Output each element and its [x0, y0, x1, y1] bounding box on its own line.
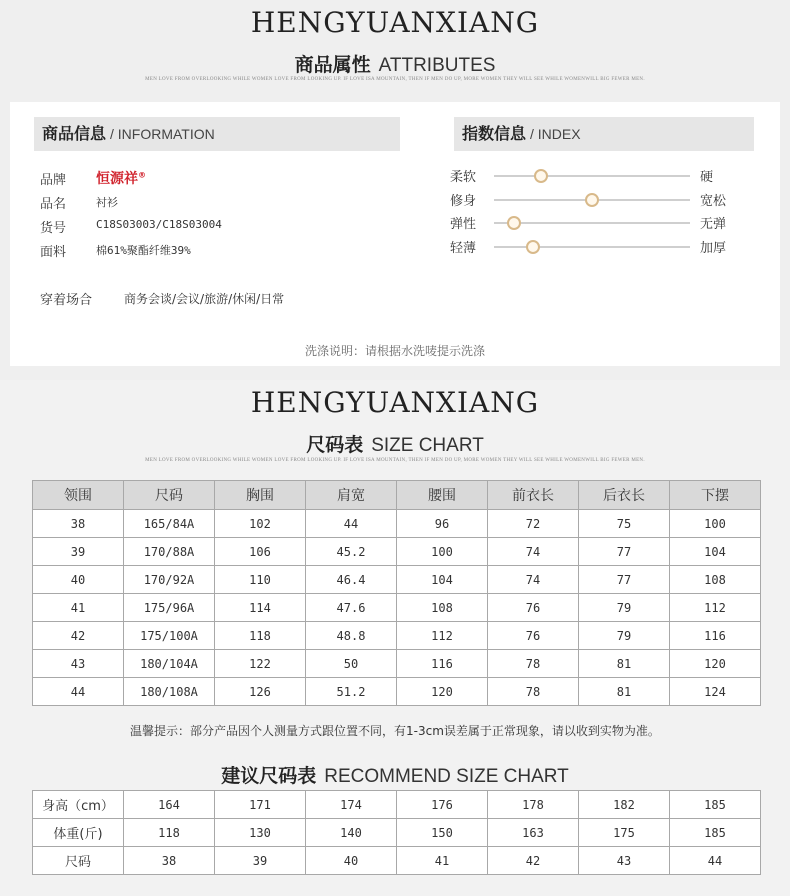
table-cell: 106: [215, 538, 306, 566]
row-header: 身高（cm）: [33, 791, 124, 819]
table-cell: 44: [33, 678, 124, 706]
table-cell: 185: [670, 819, 761, 847]
table-cell: 100: [670, 510, 761, 538]
table-cell: 40: [306, 847, 397, 875]
index-knob: [534, 169, 548, 183]
table-cell: 176: [397, 791, 488, 819]
table-cell: 175: [579, 819, 670, 847]
attributes-tagline: MEN LOVE FROM OVERLOOKING WHILE WOMEN LOVE FROM LOOKING UP. IF LOVE ISA MOUNTAIN, THEN IF MEN DO UP, MORE WOMEN THEY WILL SEE WHILE WOMENWILL BIG FEWER MEN.: [145, 77, 645, 82]
table-cell: 78: [488, 678, 579, 706]
attributes-title-cn: 商品属性: [294, 54, 371, 76]
table-cell: 120: [397, 678, 488, 706]
table-cell: 77: [579, 566, 670, 594]
index-track: [494, 175, 690, 177]
table-cell: 170/92A: [124, 566, 215, 594]
attributes-title: [0, 50, 790, 77]
wear-label: 穿着场合: [40, 293, 93, 308]
table-cell: 175/96A: [124, 594, 215, 622]
attributes-title-en: ATTRIBUTES: [378, 55, 496, 76]
column-header: 后衣长: [579, 481, 670, 510]
table-cell: 79: [579, 594, 670, 622]
table-cell: 48.8: [306, 622, 397, 650]
table-cell: 165/84A: [124, 510, 215, 538]
table-cell: 39: [33, 538, 124, 566]
table-row: [33, 566, 761, 594]
table-cell: 180/108A: [124, 678, 215, 706]
table-row: [33, 510, 761, 538]
table-cell: 44: [670, 847, 761, 875]
table-row: [33, 594, 761, 622]
table-cell: 104: [397, 566, 488, 594]
table-cell: 43: [579, 847, 670, 875]
index-knob: [526, 240, 540, 254]
column-header: 前衣长: [488, 481, 579, 510]
table-cell: 180/104A: [124, 650, 215, 678]
table-cell: 124: [670, 678, 761, 706]
table-cell: 81: [579, 678, 670, 706]
table-cell: 140: [306, 819, 397, 847]
table-row: [33, 650, 761, 678]
table-cell: 185: [670, 791, 761, 819]
table-cell: 76: [488, 594, 579, 622]
table-cell: 41: [33, 594, 124, 622]
size-table-header: [33, 481, 761, 510]
index-row-softness: [450, 166, 750, 186]
table-cell: 77: [579, 538, 670, 566]
brand-wordmark-2: HENGYUANXIANG: [250, 386, 540, 419]
recommend-title-en: RECOMMEND SIZE CHART: [324, 766, 569, 787]
attributes-panel: [10, 102, 780, 366]
table-cell: 76: [488, 622, 579, 650]
table-cell: 175/100A: [124, 622, 215, 650]
table-cell: 40: [33, 566, 124, 594]
column-header: 腰围: [397, 481, 488, 510]
table-cell: 116: [670, 622, 761, 650]
index-header-cn: 指数信息: [462, 124, 527, 143]
info-label: 品名: [40, 197, 67, 212]
table-cell: 182: [579, 791, 670, 819]
size-chart-title-en: SIZE CHART: [371, 435, 484, 456]
measurement-note: 温馨提示：部分产品因个人测量方式跟位置不同，有1-3cm误差属于正常现象，请以收到实物为准。: [130, 724, 660, 738]
index-track: [494, 246, 690, 248]
column-header: 领围: [33, 481, 124, 510]
index-knob: [507, 216, 521, 230]
column-header: 肩宽: [306, 481, 397, 510]
table-cell: 108: [397, 594, 488, 622]
table-cell: 46.4: [306, 566, 397, 594]
index-row-fit: [450, 190, 750, 210]
table-cell: 74: [488, 566, 579, 594]
table-cell: 110: [215, 566, 306, 594]
table-cell: 41: [397, 847, 488, 875]
table-cell: 112: [397, 622, 488, 650]
table-row: [33, 538, 761, 566]
information-header-en: / INFORMATION: [110, 126, 215, 142]
index-knob: [585, 193, 599, 207]
info-label: 面料: [40, 245, 67, 260]
table-cell: 170/88A: [124, 538, 215, 566]
table-cell: 104: [670, 538, 761, 566]
info-label: 货号: [40, 221, 67, 236]
info-value: C18S03003/C18S03004: [96, 218, 222, 231]
table-cell: 39: [215, 847, 306, 875]
index-right-label: 硬: [700, 170, 714, 185]
index-left-label: 修身: [450, 194, 477, 209]
recommend-title: [0, 761, 790, 788]
table-cell: 112: [670, 594, 761, 622]
table-cell: 79: [579, 622, 670, 650]
table-cell: 118: [124, 819, 215, 847]
index-row-elasticity: [450, 213, 750, 233]
table-cell: 120: [670, 650, 761, 678]
index-left-label: 轻薄: [450, 241, 477, 256]
table-cell: 150: [397, 819, 488, 847]
size-chart-tagline: MEN LOVE FROM OVERLOOKING WHILE WOMEN LOVE FROM LOOKING UP. IF LOVE ISA MOUNTAIN, THEN IF MEN DO UP, MORE WOMEN THEY WILL SEE WHILE WOMENWILL BIG FEWER MEN.: [145, 458, 645, 463]
brand-wordmark: HENGYUANXIANG: [250, 6, 540, 39]
table-cell: 108: [670, 566, 761, 594]
table-row: [33, 847, 761, 875]
wash-instructions: 洗涤说明：请根据水洗唛提示洗涤: [304, 344, 485, 358]
info-label: 品牌: [40, 173, 67, 188]
table-cell: 50: [306, 650, 397, 678]
size-chart-title-cn: 尺码表: [306, 434, 364, 456]
table-cell: 118: [215, 622, 306, 650]
table-row: [33, 819, 761, 847]
table-cell: 45.2: [306, 538, 397, 566]
table-cell: 75: [579, 510, 670, 538]
index-right-label: 无弹: [700, 217, 727, 232]
index-left-label: 弹性: [450, 217, 477, 232]
table-row: [33, 791, 761, 819]
size-chart-title: [0, 430, 790, 457]
table-cell: 72: [488, 510, 579, 538]
info-value: 衬衫: [96, 196, 118, 209]
table-cell: 81: [579, 650, 670, 678]
index-header-en: / INDEX: [530, 126, 581, 142]
row-header: 尺码: [33, 847, 124, 875]
recommend-title-cn: 建议尺码表: [221, 765, 317, 787]
recommend-table: [32, 790, 761, 875]
index-right-label: 加厚: [700, 241, 727, 256]
table-cell: 122: [215, 650, 306, 678]
table-cell: 130: [215, 819, 306, 847]
table-cell: 116: [397, 650, 488, 678]
index-left-label: 柔软: [450, 170, 477, 185]
column-header: 下摆: [670, 481, 761, 510]
table-cell: 163: [488, 819, 579, 847]
table-cell: 51.2: [306, 678, 397, 706]
row-header: 体重(斤): [33, 819, 124, 847]
information-header: [34, 117, 400, 151]
table-row: [33, 622, 761, 650]
table-cell: 171: [215, 791, 306, 819]
table-cell: 38: [124, 847, 215, 875]
table-cell: 42: [488, 847, 579, 875]
size-table: [32, 480, 761, 706]
table-cell: 126: [215, 678, 306, 706]
information-header-cn: 商品信息: [42, 124, 107, 143]
brand-logo: 恒源祥®: [96, 170, 146, 187]
wear-value: 商务会谈/会议/旅游/休闲/日常: [124, 292, 285, 306]
index-right-label: 宽松: [700, 194, 727, 209]
info-value: 棉61%聚酯纤维39%: [96, 244, 191, 257]
table-cell: 102: [215, 510, 306, 538]
index-row-thickness: [450, 237, 750, 257]
table-cell: 178: [488, 791, 579, 819]
table-cell: 100: [397, 538, 488, 566]
table-cell: 114: [215, 594, 306, 622]
table-cell: 74: [488, 538, 579, 566]
table-cell: 42: [33, 622, 124, 650]
table-cell: 96: [397, 510, 488, 538]
index-track: [494, 222, 690, 224]
column-header: 胸围: [215, 481, 306, 510]
wear-occasion: [40, 289, 285, 308]
table-row: [33, 678, 761, 706]
table-cell: 38: [33, 510, 124, 538]
column-header: 尺码: [124, 481, 215, 510]
table-cell: 164: [124, 791, 215, 819]
table-cell: 44: [306, 510, 397, 538]
index-header: [454, 117, 754, 151]
table-cell: 47.6: [306, 594, 397, 622]
table-cell: 78: [488, 650, 579, 678]
table-cell: 43: [33, 650, 124, 678]
table-cell: 174: [306, 791, 397, 819]
